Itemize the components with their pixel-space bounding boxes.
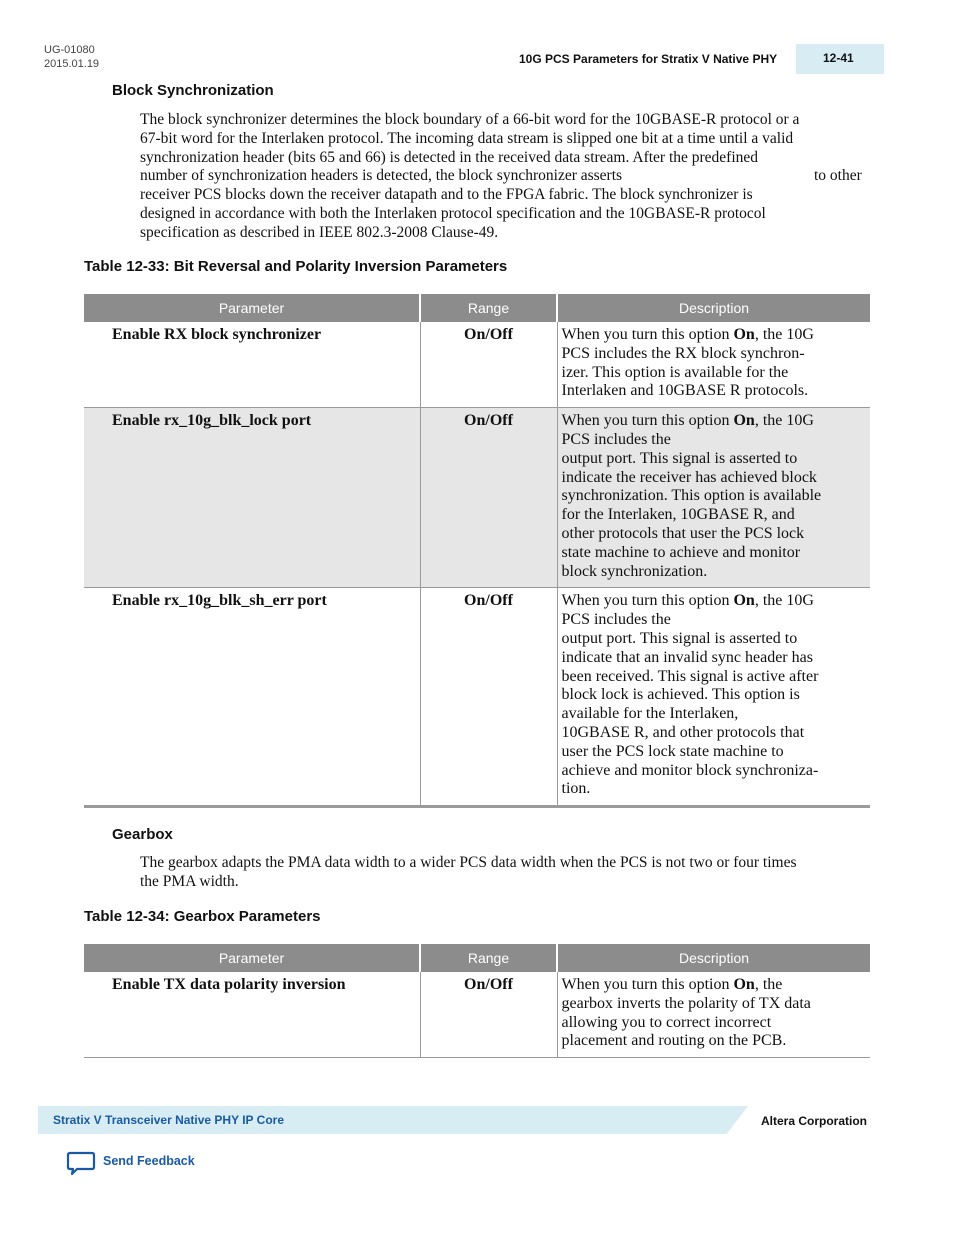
description-line: indicate that an invalid sync header has [561, 648, 813, 666]
block-sync-paragraph [140, 111, 870, 243]
description-line: been received. This signal is active after [561, 667, 819, 685]
description-cell [557, 588, 870, 807]
description-line: izer. This option is available for the [561, 363, 789, 381]
section-heading-gearbox: Gearbox [112, 826, 173, 843]
table-row [84, 322, 870, 408]
description-line: indicate the receiver has achieved block [561, 468, 817, 486]
description-line: allowing you to correct incorrect [561, 1013, 772, 1031]
description-cell [557, 972, 870, 1058]
section-heading-block-sync: Block Synchronization [112, 82, 274, 99]
paragraph-line: synchronization header (bits 65 and 66) is detected in the received data stream. After the predefined [140, 148, 759, 166]
table-row [84, 588, 870, 807]
send-feedback-link[interactable]: Send Feedback [103, 1154, 195, 1168]
description-line: tion. [561, 780, 591, 798]
column-header-description: Description [557, 944, 870, 972]
table-header-row [84, 294, 870, 322]
range-cell: On/Off [420, 588, 557, 807]
param-cell: Enable RX block synchronizer [84, 322, 420, 408]
description-line: placement and routing on the PCB. [561, 1032, 787, 1050]
footer-company: Altera Corporation [761, 1114, 868, 1128]
description-cell [557, 408, 870, 588]
description-line: gearbox inverts the polarity of TX data [561, 994, 811, 1012]
range-cell: On/Off [420, 322, 557, 408]
column-header-range: Range [420, 944, 557, 972]
bit-reversal-parameters-table [84, 294, 870, 808]
gearbox-parameters-table [84, 944, 870, 1058]
doc-id-block [44, 43, 99, 71]
doc-date: 2015.01.19 [44, 58, 100, 70]
emphasis-on: On [733, 592, 755, 610]
emphasis-on: On [733, 976, 755, 993]
description-line: PCS includes the [561, 430, 671, 448]
description-line: output port. This signal is asserted to [561, 629, 798, 647]
description-line: PCS includes the [561, 611, 671, 629]
description-line: user the PCS lock state machine to [561, 742, 784, 760]
paragraph-line: number of synchronization headers is detected, the block synchronizer asserts [140, 167, 623, 185]
paragraph-line: The block synchronizer determines the block boundary of a 66-bit word for the 10GBASE-R protocol or a [140, 111, 800, 128]
column-header-description: Description [557, 294, 870, 322]
table-header-row [84, 944, 870, 972]
description-line: achieve and monitor block synchroniza- [561, 761, 819, 779]
gearbox-paragraph [140, 854, 870, 892]
param-cell: Enable rx_10g_blk_sh_err port [84, 588, 420, 807]
paragraph-line: 67-bit word for the Interlaken protocol. The incoming data stream is slipped one bit at a time until a valid [140, 129, 794, 147]
description-line: When you turn this option On, the 10G [561, 412, 814, 430]
range-cell: On/Off [420, 972, 557, 1058]
page-number: 12-41 [823, 51, 854, 65]
description-line: available for the Interlaken, [561, 705, 739, 723]
description-line: When you turn this option On, the [561, 976, 783, 993]
description-line: When you turn this option On, the 10G [561, 326, 814, 343]
description-line: synchronization. This option is available [561, 487, 822, 505]
description-line: output port. This signal is asserted to [561, 449, 798, 467]
speech-bubble-icon[interactable] [66, 1151, 96, 1177]
description-line: Interlaken and 10GBASE R protocols. [561, 382, 809, 400]
paragraph-line: The gearbox adapts the PMA data width to a wider PCS data width when the PCS is not two or four times [140, 854, 797, 871]
description-line: other protocols that user the PCS lock [561, 524, 805, 542]
description-cell [557, 322, 870, 408]
emphasis-on: On [733, 326, 755, 343]
column-header-parameter: Parameter [84, 294, 420, 322]
description-line: PCS includes the RX block synchron- [561, 344, 805, 362]
table-row [84, 972, 870, 1058]
description-line: for the Interlaken, 10GBASE R, and [561, 506, 795, 524]
paragraph-line: specification as described in IEEE 802.3-2008 Clause-49. [140, 223, 499, 241]
footer-doc-title-link[interactable]: Stratix V Transceiver Native PHY IP Core [53, 1113, 285, 1127]
paragraph-line: the PMA width. [140, 872, 239, 890]
running-header-title: 10G PCS Parameters for Stratix V Native PHY [519, 52, 778, 66]
column-header-parameter: Parameter [84, 944, 420, 972]
paragraph-line-with-tail [140, 167, 870, 186]
column-header-range: Range [420, 294, 557, 322]
paragraph-line: designed in accordance with both the Interlaken protocol specification and the 10GBASE-R protocol [140, 204, 766, 222]
table-caption-12-34: Table 12-34: Gearbox Parameters [84, 908, 321, 925]
range-cell: On/Off [420, 408, 557, 588]
param-cell: Enable TX data polarity inversion [84, 972, 420, 1058]
emphasis-on: On [733, 412, 755, 430]
description-line: When you turn this option On, the 10G [561, 592, 814, 610]
paragraph-line-tail: to other [814, 167, 862, 185]
doc-id: UG-01080 [44, 44, 95, 56]
paragraph-line: receiver PCS blocks down the receiver datapath and to the FPGA fabric. The block synchronizer is [140, 186, 753, 204]
param-cell: Enable rx_10g_blk_lock port [84, 408, 420, 588]
description-line: block lock is achieved. This option is [561, 686, 800, 704]
table-row [84, 408, 870, 588]
table-caption-12-33: Table 12-33: Bit Reversal and Polarity Inversion Parameters [84, 258, 508, 275]
description-line: 10GBASE R, and other protocols that [561, 723, 805, 741]
description-line: state machine to achieve and monitor [561, 543, 801, 561]
description-line: block synchronization. [561, 562, 708, 580]
